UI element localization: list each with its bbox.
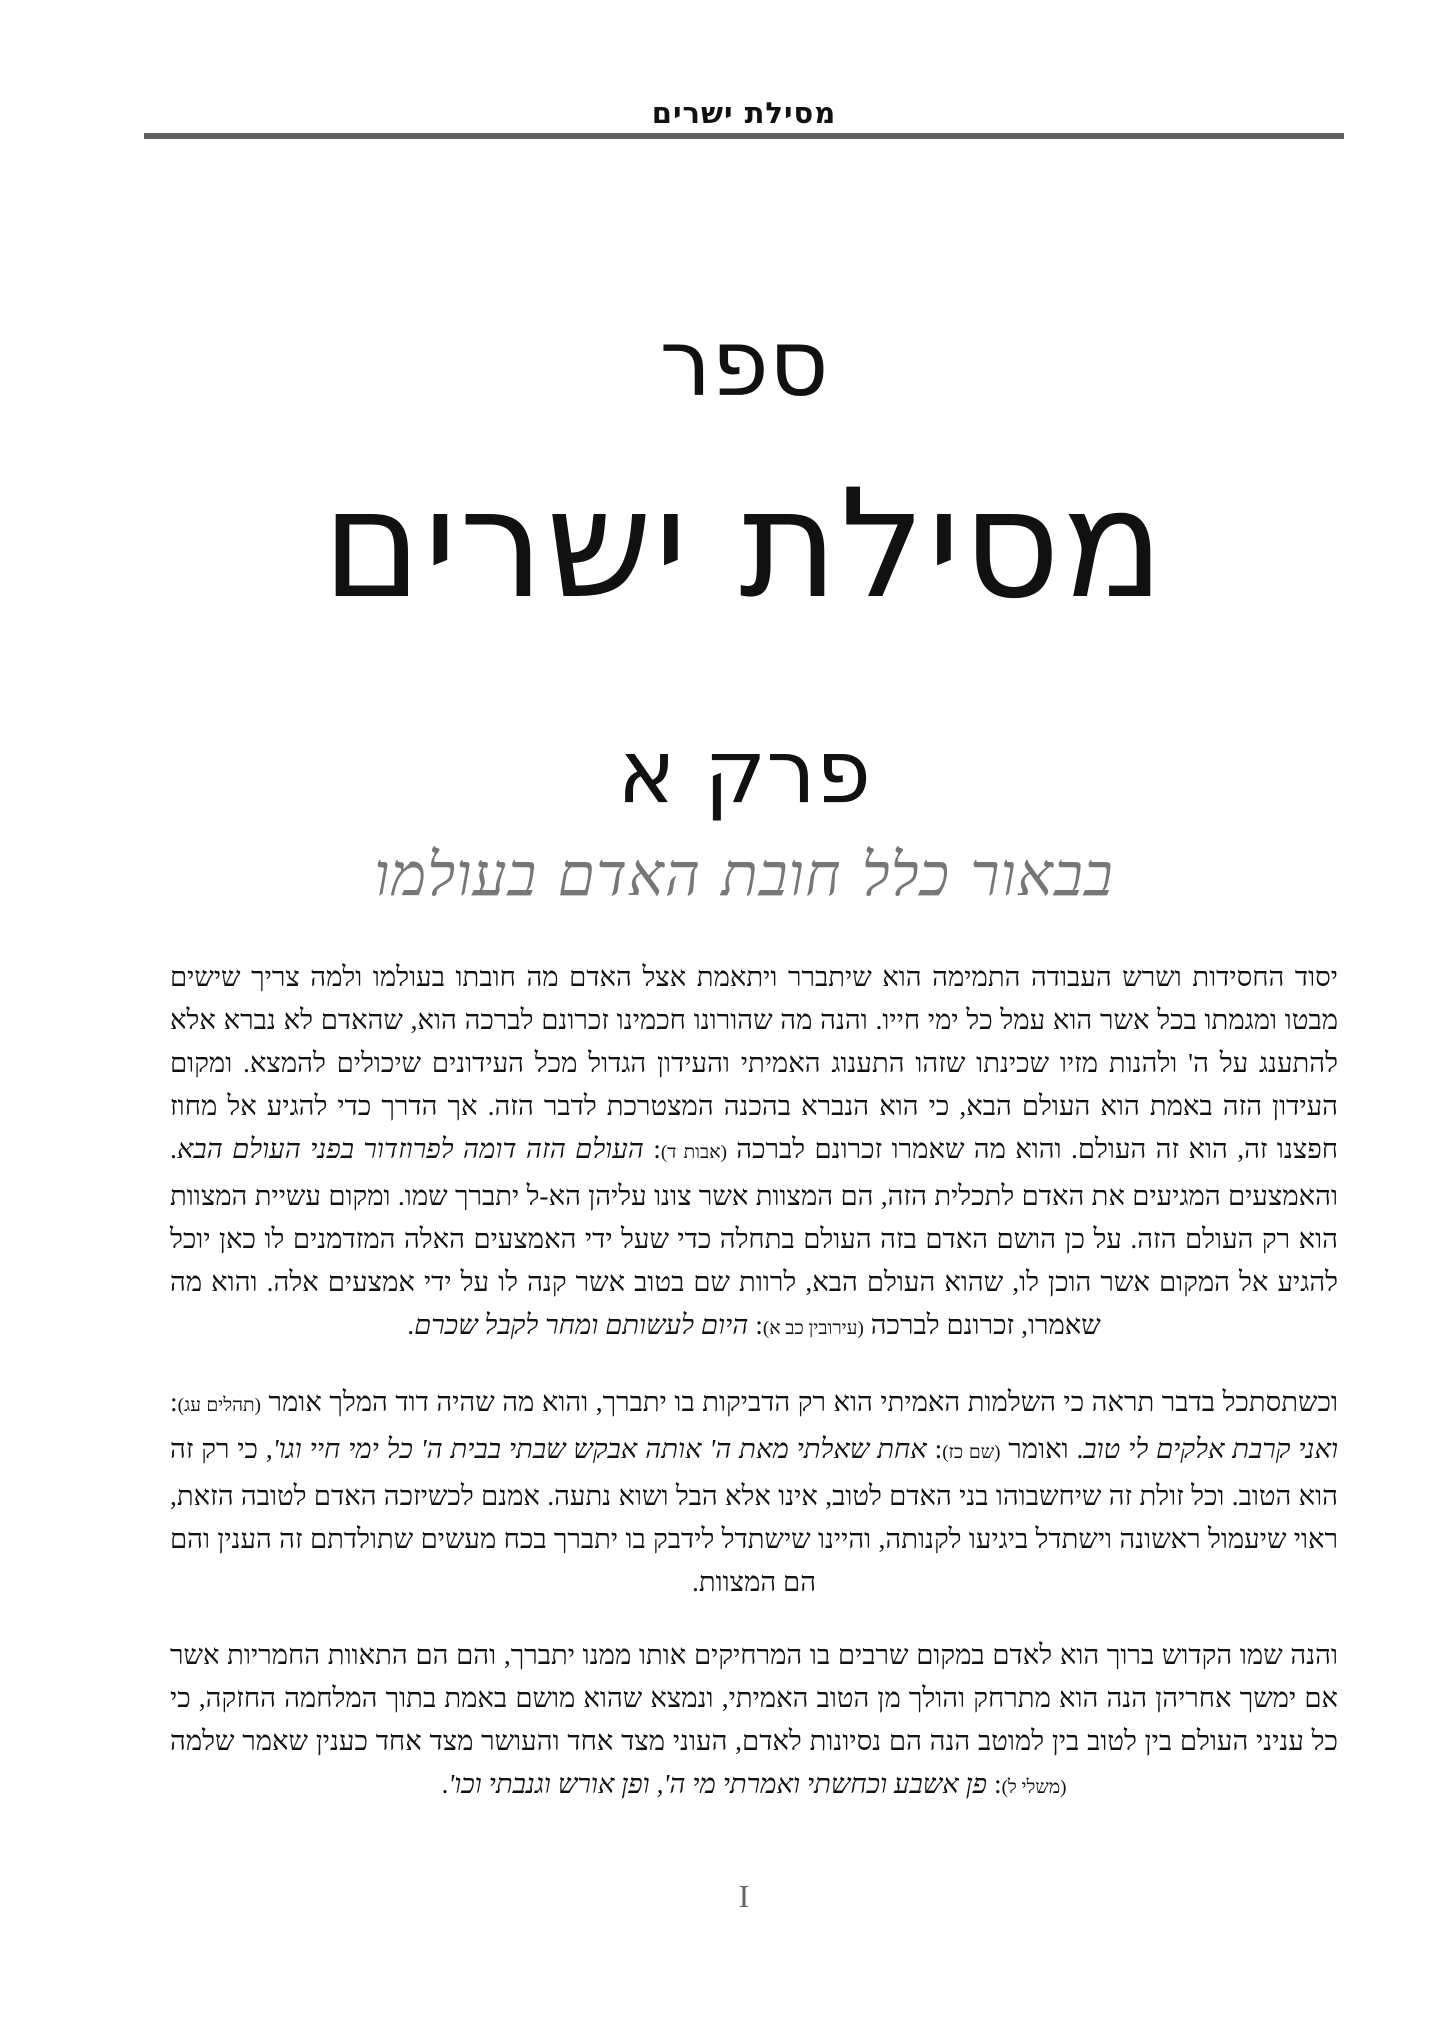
paragraph-text: : <box>926 1433 943 1464</box>
quoted-text: ואני קרבת אלקים לי טוב <box>1083 1433 1339 1464</box>
quoted-text: פן אשבע וכחשתי ואמרתי מי ה', ופן אורש וגנבתי וכו' <box>448 1768 988 1799</box>
paragraph-text: : <box>170 1386 178 1417</box>
paragraph-text: . <box>441 1768 449 1799</box>
paragraph-text: : <box>643 1133 661 1164</box>
source-citation: (אבות ד) <box>660 1142 727 1163</box>
source-citation: (משלי ל) <box>1001 1777 1067 1798</box>
paragraph-text: : <box>748 1309 763 1340</box>
body-paragraph <box>170 1633 1338 1809</box>
running-header: מסילת ישרים <box>651 96 837 130</box>
paragraph-text: : <box>987 1768 1002 1799</box>
book-label: ספר <box>659 310 829 417</box>
paragraph-text: וכשתסתכל בדבר תראה כי השלמות האמיתי הוא רק הדביקות בו יתברך, והוא מה שהיה דוד המלך אומר <box>260 1386 1339 1417</box>
chapter-body <box>170 955 1338 1839</box>
chapter-subtitle: בבאור כלל חובת האדם בעולמו <box>374 840 1114 910</box>
body-paragraph <box>170 1380 1338 1603</box>
chapter-number: פרק א <box>617 720 871 823</box>
body-paragraph <box>170 955 1338 1350</box>
source-citation: (שם כז) <box>942 1442 1001 1463</box>
header-divider <box>144 133 1344 139</box>
quoted-text: אחת שאלתי מאת ה' אותה אבקש שבתי בבית ה' כל ימי חיי וגו' <box>272 1433 927 1464</box>
paragraph-text: והנה שמו הקדוש ברוך הוא לאדם במקום שרבים בו המרחיקים אותו ממנו יתברך, והם הם התאוות החמריות אשר אם ימשך אחריהן הנה הוא מתרחק והולך מן הטוב האמיתי, ונמצא שהוא מושם באמת בתוך המלחמה החזקה, כי כל עניני העולם בין לטוב בין למוטב הנה הם נסיונות לאדם, העוני מצד אחד והעושר מצד אחד כענין שאמר שלמה <box>170 1639 1338 1756</box>
paragraph-text: . ואומר <box>1000 1433 1084 1464</box>
quoted-text: העולם הזה דומה לפרוזדור בפני העולם הבא <box>176 1133 644 1164</box>
source-citation: (עירובין כב א) <box>762 1318 864 1339</box>
quoted-text: היום לעשותם ומחר לקבל שכרם <box>414 1309 749 1340</box>
page-number: I <box>738 1878 750 1914</box>
paragraph-text: יסוד החסידות ושרש העבודה התמימה הוא שיתברר ויתאמת אצל האדם מה חובתו בעולמו ולמה צריך שישים מבטו ומגמתו בכל אשר הוא עמל כל ימי חייו. והנה מה שהורונו חכמינו זכרונם לברכה הוא, שהאדם לא נברא אלא להתענג על ה' ולהנות מזיו שכינתו שזהו התענוג האמיתי והעידון הגדול מכל העידונים שיכולים להמצא. ומקום העידון הזה באמת הוא העולם הבא, כי הוא הנברא בהכנה המצטרכת לדבר הזה. אך הדרך כדי להגיע אל מחוז חפצנו זה, הוא זה העולם. והוא מה שאמרו זכרונם לברכה <box>170 961 1339 1164</box>
paragraph-text: , כי רק זה הוא הטוב. וכל זולת זה שיחשבוהו בני האדם לטוב, אינו אלא הבל ושוא נתעה. אמנם לכשיזכה האדם לטובה הזאת, ראוי שיעמול ראשונה וישתדל ביגיעו לקנותה, והיינו שישתדל לידבק בו יתברך בכח מעשים שתולדתם זה הענין והם הם המצוות. <box>170 1433 1338 1597</box>
paragraph-text: . <box>407 1309 415 1340</box>
paragraph-text: . והאמצעים המגיעים את האדם לתכלית הזה, הם המצוות אשר צונו עליהן הא-ל יתברך שמו. ומקום עשיית המצוות הוא רק העולם הזה. על כן הושם האדם בזה העולם בתחלה כדי שעל ידי האמצעים האלה המזדמנים לו כאן יוכל להגיע אל המקום אשר הוכן לו, שהוא העולם הבא, לרוות שם בטוב אשר קנה לו על ידי אמצעים אלה. והוא מה שאמרו, זכרונם לברכה <box>170 1133 1338 1340</box>
source-citation: (תהלים עג) <box>177 1395 261 1416</box>
book-title: מסילת ישרים <box>322 458 1166 632</box>
